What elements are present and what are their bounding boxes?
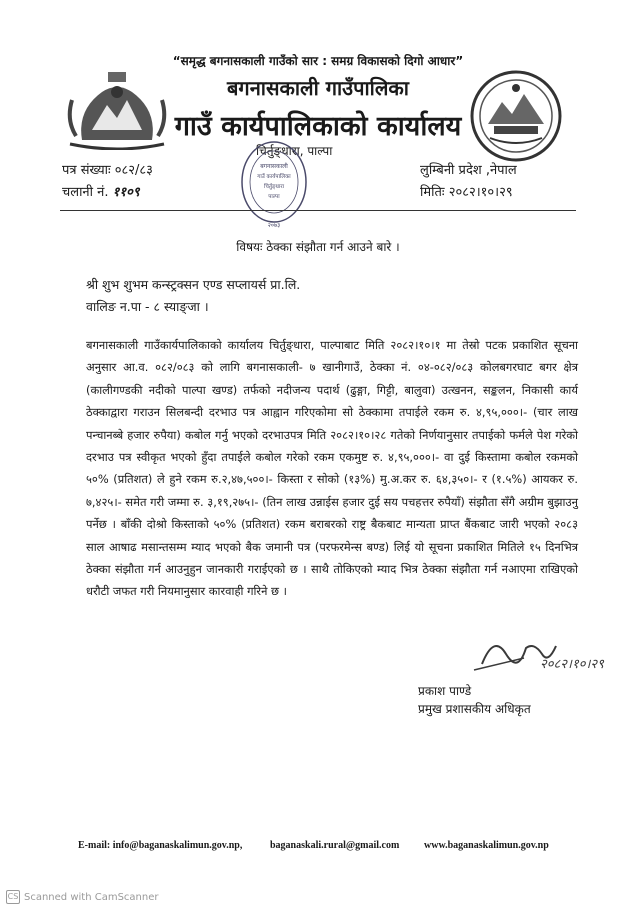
scanner-watermark xyxy=(6,890,159,904)
addressee-address: वालिङ न.पा - ८ स्याङ्जा । xyxy=(86,299,209,314)
header-divider xyxy=(60,210,576,211)
letter-subject: विषयः ठेक्का संझौता गर्न आउने बारे । xyxy=(236,240,400,254)
handwritten-signature xyxy=(464,624,614,684)
letter-number: ०८२/८३ xyxy=(114,163,153,178)
header-motto: “समृद्ध बगनासकाली गाउँको सार : समग्र विकासको दिगो आधार” xyxy=(172,54,464,68)
letter-date: २०८२।१०।२९ xyxy=(448,185,513,200)
organization-name: बगनासकाली गाउँपालिका xyxy=(227,76,409,100)
footer-website[interactable]: www.baganaskalimun.gov.np xyxy=(424,840,549,851)
watermark-text: Scanned with CamScanner xyxy=(24,891,159,903)
letter-date-row xyxy=(420,182,513,200)
svg-text:बगनासकाली: बगनासकाली xyxy=(260,163,288,170)
footer-email-gmail[interactable]: baganaskali.rural@gmail.com xyxy=(270,840,400,851)
office-address: चिर्तुङ्धारा, पाल्पा xyxy=(256,144,333,158)
svg-text:२०७३: २०७३ xyxy=(267,222,281,229)
dispatch-number-label: चलानी नं. xyxy=(62,185,109,200)
addressee-name: श्री शुभ शुभम कन्स्ट्रक्सन एण्ड सप्लायर्स प्रा.लि. xyxy=(86,277,301,292)
footer-email-info[interactable]: E-mail: info@baganaskalimun.gov.np, xyxy=(78,840,243,851)
office-stamp xyxy=(238,138,310,230)
letter-number-row xyxy=(62,160,153,178)
signer-name: प्रकाश पाण्डे xyxy=(418,684,472,698)
camscanner-logo-icon: CS xyxy=(6,890,20,904)
svg-text:गाउँ कार्यपालिका: गाउँ कार्यपालिका xyxy=(257,174,291,180)
province-name: लुम्बिनी प्रदेश ,नेपाल xyxy=(420,163,517,178)
letter-number-label: पत्र संख्याः xyxy=(62,163,111,178)
office-name: गाउँ कार्यपालिकाको कार्यालय xyxy=(174,111,462,142)
date-label: मितिः xyxy=(420,185,445,200)
letter-body: बगनासकाली गाउँकार्यपालिकाको कार्यालय चिर्तुङ्धारा, पाल्पाबाट मिति २०८२।१०।१ मा तेस्रो पटक प्रकाशित सूचना अनुसार आ.व. ०८२/०८३ को लागि बगनासकाली- ७ खानीगाउँ, ठेक्का नं. ०४-०८२/०८३ कोलबगरघाट बगर क्षेत्र (कालीगण्डकी नदीको पाल्पा खण्ड) तर्फको नदीजन्य पदार्थ (ढुङ्गा, गिट्टी, बालुवा) उत्खनन, सङ्कलन, निकासी कार्य ठेक्काद्वारा गराउन सिलबन्दी दरभाउ पत्र आह्वान गरिएकोमा सो ठेक्कामा तपाईले रकम रु. ४,९५,०००।- (चार लाख पन्चानब्बे हजार रुपैया) कबोल गर्नु भएको दरभाउपत्र मिति २०८२।१०।२८ गतेको निर्णयानुसार तपाईको फर्मले पेश गरेको दरभाउ पत्र स्वीकृत भएको हुँदा तपाईले कबोल गरेको रकम एकमुष्ट रु. ४,९५,०००।- वा दुई किस्तामा कबोल रकमको ५०% (प्रतिशत) ले हुने रकम रु.२,४७,५००।- किस्ता र सोको (१३%) मु.अ.कर रु. ६४,३५०।- र (१.५%) आयकर रु. ७,४२५।- समेत गरी जम्मा रु. ३,१९,२७५।- (तिन लाख उन्नाईस हजार दुई सय पचहत्तर रुपैयाँ) संझौता सँगै अग्रीम बुझाउनु पर्नेछ । बाँकी दोश्रो किस्ताको ५०% (प्रतिशत) रकम बराबरको राष्ट्र बैकबाट मान्यता प्राप्त बैंकबाट जारी भएको २०८३ साल आषाढ मसान्तसम्म म्याद भएको बैक जमानी पत्र (परफरमेन्स बण्ड) लिई यो सूचना प्रकाशित मितिले १५ दिनभित्र ठेक्का संझौता गर्न आउनुहुन जानकारी गराईएको छ । साथै तोकिएको म्याद भित्र ठेक्का संझौता गर्न नआएमा राखिएको धरौटी जफत गरी नियमानुसार कारवाही गरिने छ । xyxy=(86,338,578,599)
dispatch-number: ११०९ xyxy=(112,185,140,200)
svg-text:पाल्पा: पाल्पा xyxy=(268,194,280,200)
dispatch-number-row xyxy=(62,182,140,200)
signature-date: २०८२।१०।२९ xyxy=(540,657,604,672)
svg-text:चिर्तुङ्धारा: चिर्तुङ्धारा xyxy=(263,184,285,190)
signer-title: प्रमुख प्रशासकीय अधिकृत xyxy=(418,702,531,716)
